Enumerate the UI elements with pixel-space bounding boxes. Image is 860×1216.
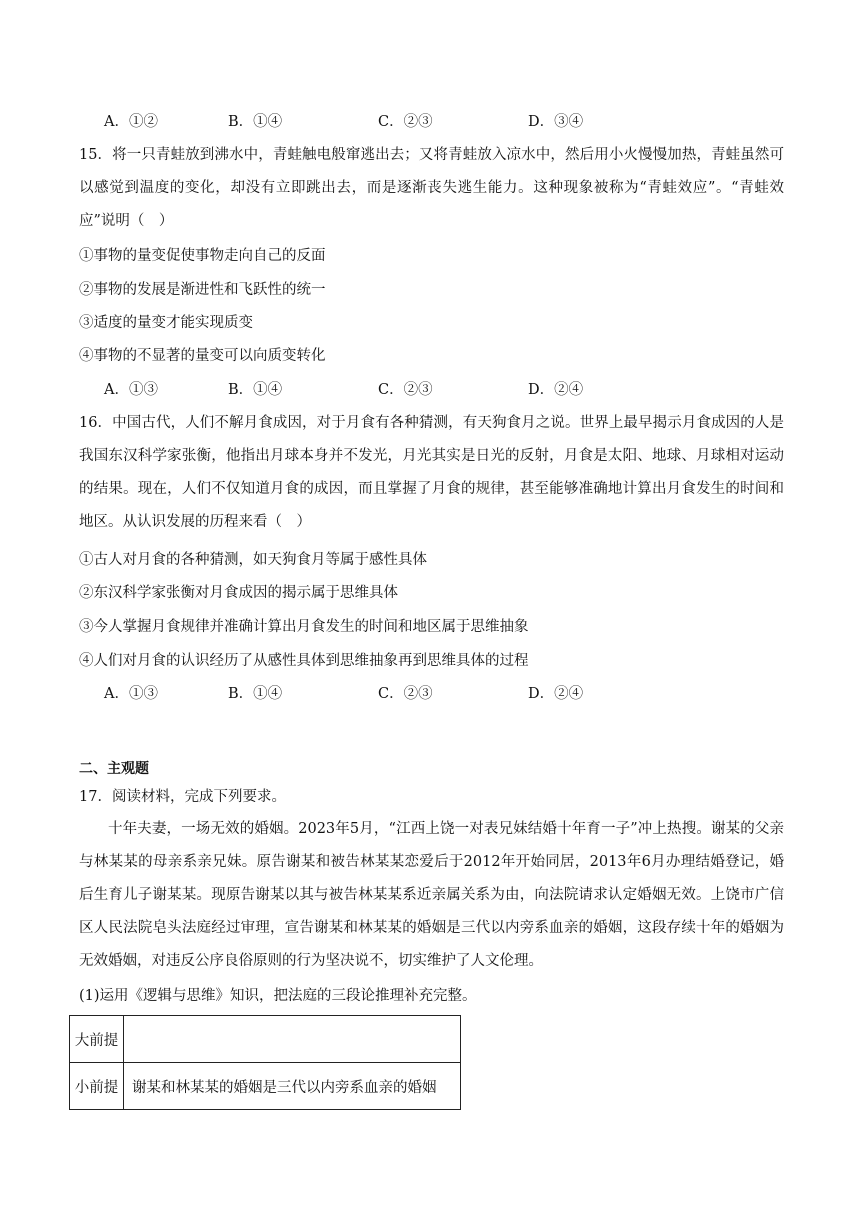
syllogism-table (69, 1015, 461, 1110)
q17-stem: 17．阅读材料，完成下列要求。 (79, 789, 286, 805)
major-premise-answer[interactable] (124, 1016, 461, 1063)
q16-stem: 16．中国古代，人们不解月食成因，对于月食有各种猜测，有天狗食月之说。世界上最早揭示月食成因的人是我国东汉科学家张衡，他指出月球本身并不发光，月光其实是日光的反射，月食是太阳、地球、月球相对运动的结果。现在，人们不仅知道月食的成因，而且掌握了月食的规律，甚至能够准确地计算出月食发生的时间和地区。从认识发展的历程来看（ ） (79, 415, 784, 530)
q16-option-b[interactable]: B．①④ (228, 686, 283, 702)
minor-premise-label: 小前提 (70, 1063, 124, 1110)
q16-option-c[interactable]: C．②③ (378, 686, 433, 702)
q15-option-d[interactable]: D．②④ (528, 382, 584, 398)
table-row (70, 1063, 461, 1110)
table-row (70, 1016, 461, 1063)
q17-material: 十年夫妻，一场无效的婚姻。2023年5月，“江西上饶一对表兄妹结婚十年育一子”冲上热搜。谢某的父亲与林某某的母亲系亲兄妹。原告谢某和被告林某某恋爱后于2012年开始同居，2013年6月办理结婚登记，婚后生育儿子谢某某。现原告谢某以其与被告林某某系近亲属关系为由，向法院请求认定婚姻无效。上饶市广信区人民法院皂头法庭经过审理，宣告谢某和林某某的婚姻是三代以内旁系血亲的婚姻，这段存续十年的婚姻为无效婚姻，对违反公序良俗原则的行为坚决说不，切实维护了人文伦理。 (79, 821, 784, 969)
major-premise-label: 大前提 (70, 1016, 124, 1063)
q16-item-3: ③今人掌握月食规律并准确计算出月食发生的时间和地区属于思维抽象 (79, 619, 529, 635)
q14-option-a[interactable]: A．①② (104, 114, 158, 130)
minor-premise-value: 谢某和林某某的婚姻是三代以内旁系血亲的婚姻 (124, 1063, 461, 1110)
q15-stem: 15．将一只青蛙放到沸水中，青蛙触电般窜逃出去；又将青蛙放入凉水中，然后用小火慢慢加热，青蛙虽然可以感觉到温度的变化，却没有立即跳出去，而是逐渐丧失逃生能力。这种现象被称为“青蛙效应”。“青蛙效应”说明（ ） (79, 147, 784, 229)
q15-item-4: ④事物的不显著的量变可以向质变转化 (79, 348, 326, 364)
q15-option-a[interactable]: A．①③ (104, 382, 158, 398)
q14-option-b[interactable]: B．①④ (228, 114, 283, 130)
q14-option-d[interactable]: D．③④ (528, 114, 584, 130)
q15-option-b[interactable]: B．①④ (228, 382, 283, 398)
q15-item-3: ③适度的量变才能实现质变 (79, 315, 253, 331)
q17-subquestion-1: (1)运用《逻辑与思维》知识，把法庭的三段论推理补充完整。 (79, 988, 477, 1004)
q16-item-4: ④人们对月食的认识经历了从感性具体到思维抽象再到思维具体的过程 (79, 653, 529, 669)
section-title: 二、主观题 (79, 761, 149, 777)
q16-option-d[interactable]: D．②④ (528, 686, 584, 702)
q15-option-c[interactable]: C．②③ (378, 382, 433, 398)
q14-option-c[interactable]: C．②③ (378, 114, 433, 130)
q15-item-2: ②事物的发展是渐进性和飞跃性的统一 (79, 282, 326, 298)
q16-item-2: ②东汉科学家张衡对月食成因的揭示属于思维具体 (79, 585, 398, 601)
q16-item-1: ①古人对月食的各种猜测，如天狗食月等属于感性具体 (79, 552, 427, 568)
q16-option-a[interactable]: A．①③ (104, 686, 158, 702)
q15-item-1: ①事物的量变促使事物走向自己的反面 (79, 248, 326, 264)
